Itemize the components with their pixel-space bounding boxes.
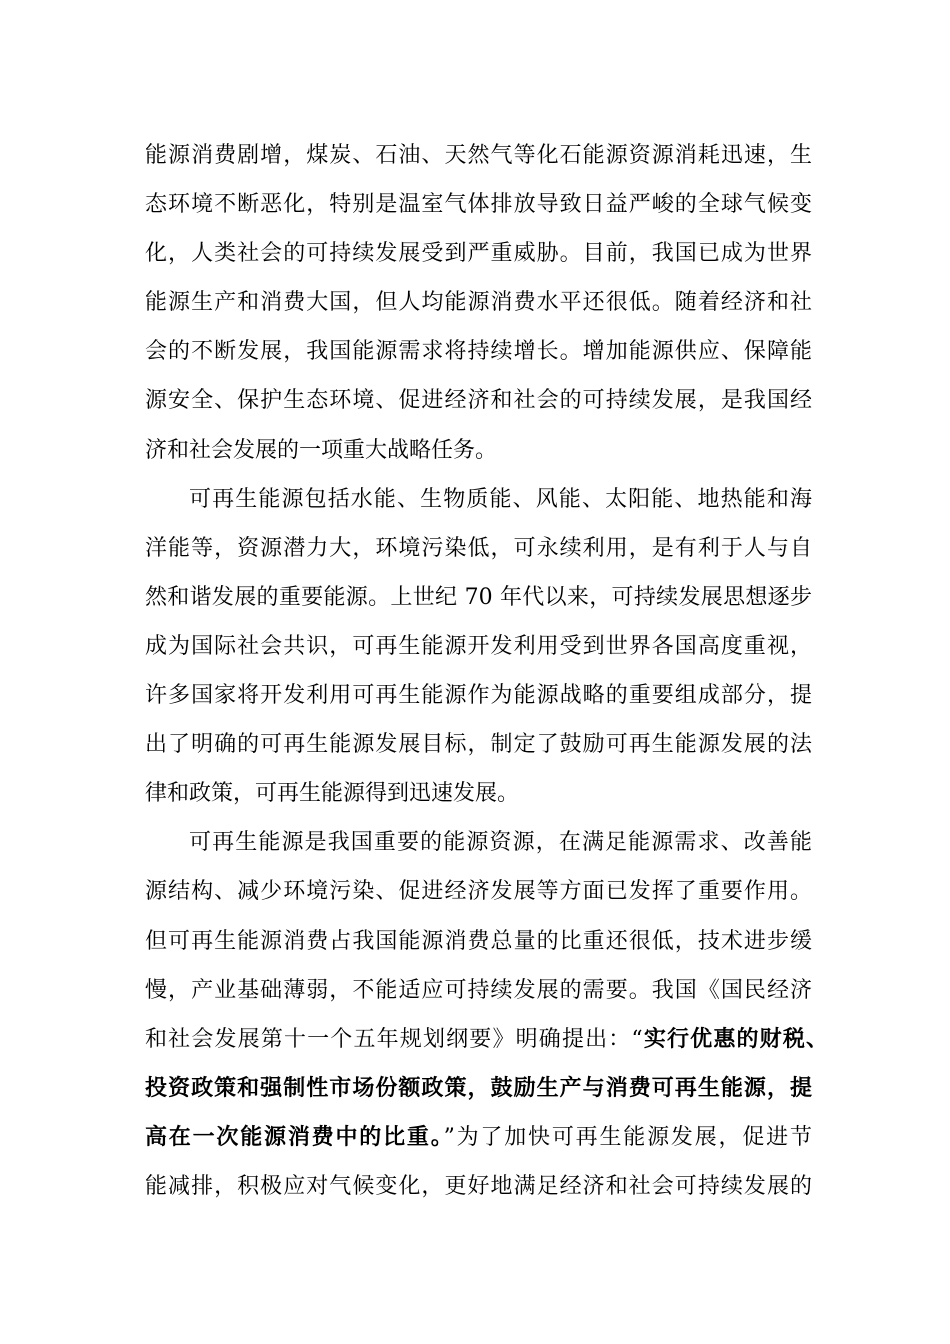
text-line: 成为国际社会共识，可再生能源开发利用受到世界各国高度重视，: [145, 633, 812, 659]
text-line: 许多国家将开发利用可再生能源作为能源战略的重要组成部分，提: [145, 683, 812, 709]
text-line: 高在一次能源消费中的比重。”为了加快可再生能源发展，促进节: [145, 1123, 812, 1150]
text-line: 能源生产和消费大国，但人均能源消费水平还很低。随着经济和社: [145, 290, 812, 316]
text-line: 出了明确的可再生能源发展目标，制定了鼓励可再生能源发展的法: [145, 732, 812, 758]
paragraph-1: [145, 131, 845, 475]
text-line: 源安全、保护生态环境、促进经济和社会的可持续发展，是我国经: [145, 388, 812, 414]
paragraph-3: [145, 818, 845, 1211]
text-line: 和社会发展第十一个五年规划纲要》明确提出：“实行优惠的财税、: [145, 1025, 828, 1052]
text-line: 态环境不断恶化，特别是温室气体排放导致日益严峻的全球气候变: [145, 192, 812, 218]
bold-quote-text: 实行优惠的财税、: [642, 1025, 828, 1052]
text-line: 化，人类社会的可持续发展受到严重威胁。目前，我国已成为世界: [145, 241, 812, 267]
text-line: 会的不断发展，我国能源需求将持续增长。增加能源供应、保障能: [145, 339, 812, 365]
text-line: 可再生能源是我国重要的能源资源，在满足能源需求、改善能: [189, 830, 812, 856]
bold-quote-line: 投资政策和强制性市场份额政策，鼓励生产与消费可再生能源，提: [145, 1074, 812, 1101]
text-line: 能源消费剧增，煤炭、石油、天然气等化石能源资源消耗迅速，生: [145, 143, 812, 168]
text-line: 洋能等，资源潜力大，环境污染低，可永续利用，是有利于人与自: [145, 535, 812, 561]
text-line: 可再生能源包括水能、生物质能、风能、太阳能、地热能和海: [189, 486, 812, 512]
document-body: [145, 131, 845, 1211]
text-line: 但可再生能源消费占我国能源消费总量的比重还很低，技术进步缓: [145, 928, 812, 954]
text-line: 慢，产业基础薄弱，不能适应可持续发展的需要。我国《国民经济: [145, 977, 812, 1003]
text-line: 源结构、减少环境污染、促进经济发展等方面已发挥了重要作用。: [145, 879, 812, 905]
bold-quote-text: 高在一次能源消费中的比重。: [145, 1123, 444, 1150]
paragraph-2: [145, 475, 845, 819]
text-line: 能减排，积极应对气候变化，更好地满足经济和社会可持续发展的: [145, 1173, 812, 1199]
text-line: 然和谐发展的重要能源。上世纪 70 年代以来，可持续发展思想逐步: [145, 584, 812, 610]
text-line: 济和社会发展的一项重大战略任务。: [145, 437, 498, 463]
text-line: 律和政策，可再生能源得到迅速发展。: [145, 781, 520, 807]
